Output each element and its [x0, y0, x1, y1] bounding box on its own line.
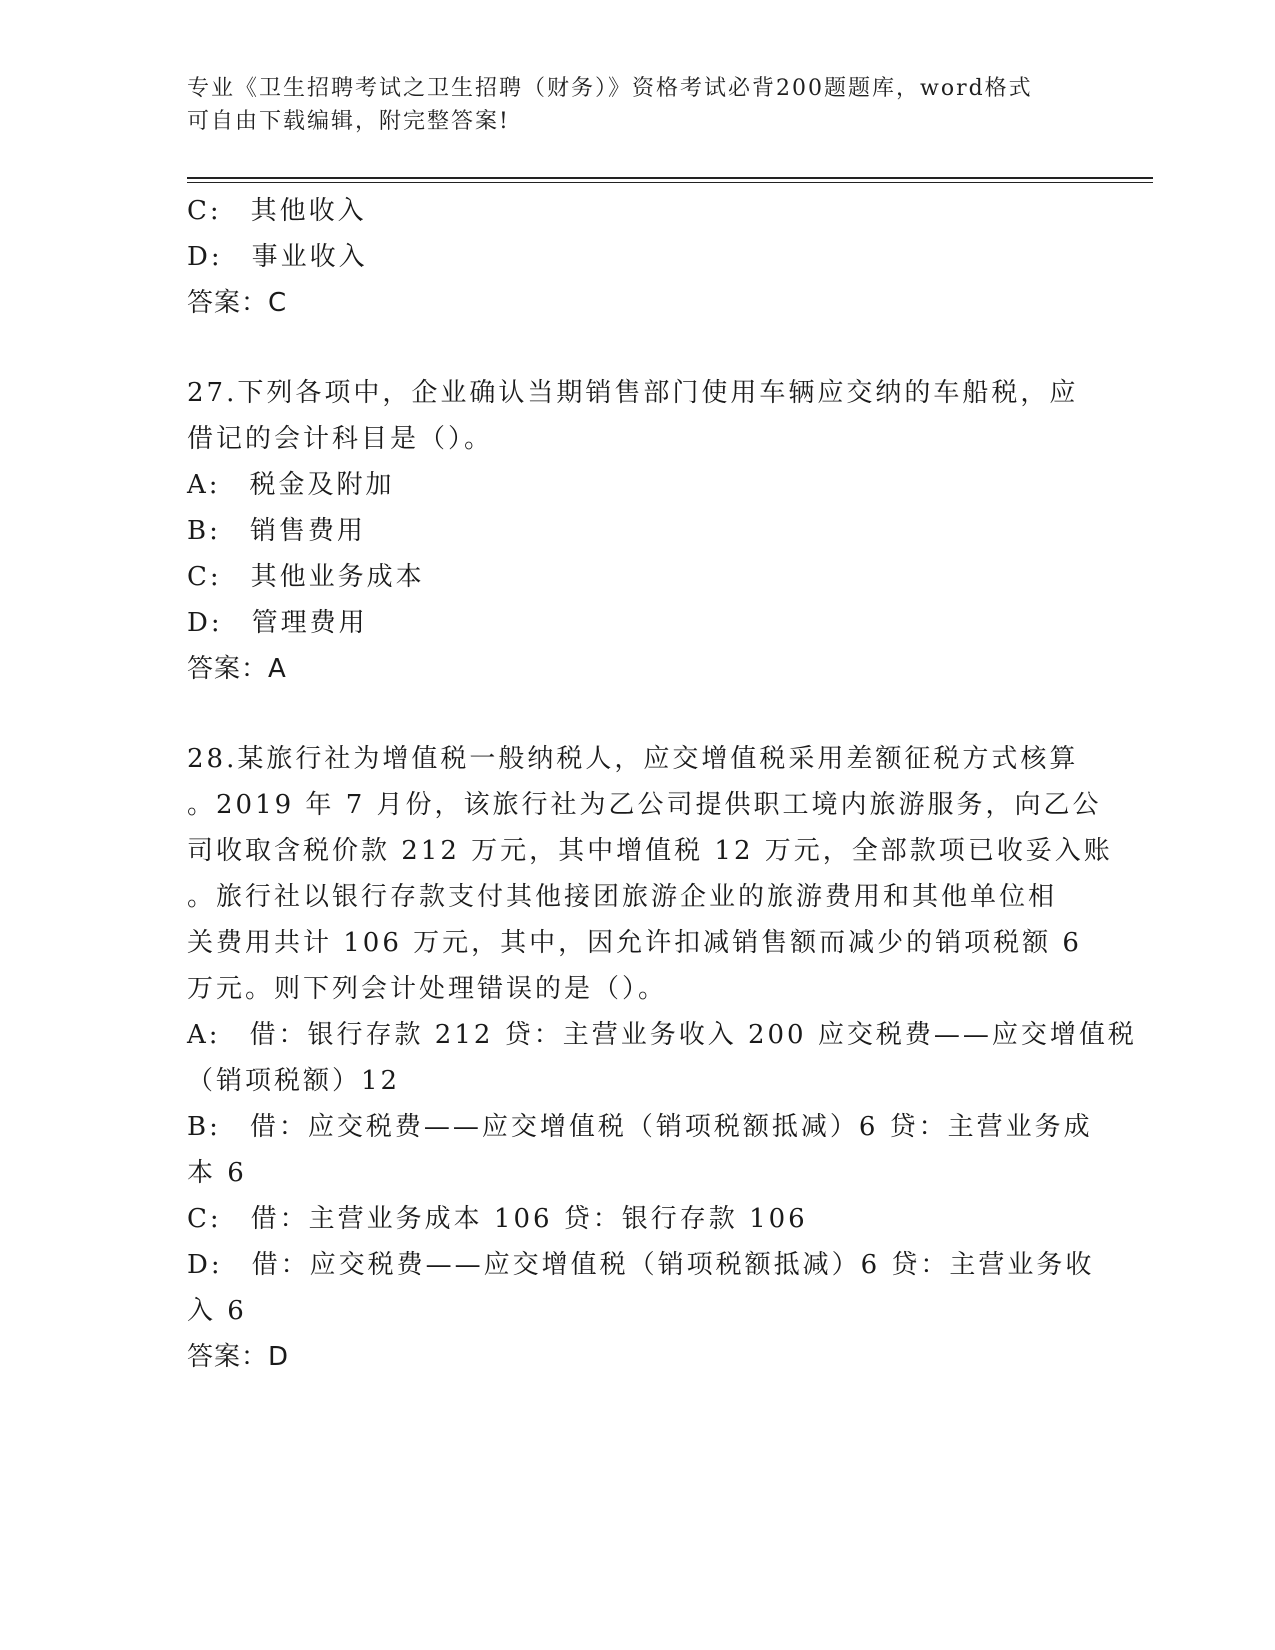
question-text-line: 万元。则下列会计处理错误的是（）。 [187, 974, 668, 1004]
question-text-line: 。旅行社以银行存款支付其他接团旅游企业的旅游费用和其他单位相 [187, 882, 1058, 912]
question-text-line: 司收取含税价款 212 万元，其中增值税 12 万元，全部款项已收妥入账 [187, 836, 1113, 866]
question-26-tail [187, 188, 1077, 326]
question-text-line: 27.下列各项中，企业确认当期销售部门使用车辆应交纳的车船税，应 [187, 378, 1079, 408]
option-c: C: 借：主营业务成本 106 贷：银行存款 106 [187, 1204, 808, 1234]
question-text-line: 。2019 年 7 月份，该旅行社为乙公司提供职工境内旅游服务，向乙公 [187, 790, 1102, 820]
option-a: A: 税金及附加 [187, 470, 395, 500]
option-b-continued: 本 6 [187, 1158, 247, 1188]
question-27 [187, 370, 1077, 692]
option-a-continued: （销项税额）12 [187, 1066, 401, 1096]
option-b: B: 借：应交税费——应交增值税（销项税额抵减）6 贷：主营业务成 [187, 1112, 1093, 1142]
option-c: C: 其他业务成本 [187, 562, 425, 592]
answer-line: 答案：C [187, 288, 288, 318]
header-line-1: 专业《卫生招聘考试之卫生招聘（财务）》资格考试必背200题题库，word格式 [187, 76, 1033, 101]
question-text-line: 28.某旅行社为增值税一般纳税人，应交增值税采用差额征税方式核算 [187, 744, 1079, 774]
spacer [187, 326, 1077, 370]
header-divider-thin [187, 182, 1153, 183]
answer-line: 答案：A [187, 654, 287, 684]
option-d-continued: 入 6 [187, 1296, 247, 1326]
option-a: A: 借：银行存款 212 贷：主营业务收入 200 应交税费——应交增值税 [187, 1020, 1137, 1050]
document-header [187, 72, 1087, 138]
option-b: B: 销售费用 [187, 516, 366, 546]
spacer [187, 692, 1077, 736]
option-c: C: 其他收入 [187, 196, 367, 226]
option-d: D: 管理费用 [187, 608, 368, 638]
question-28 [187, 736, 1137, 1380]
question-text-line: 借记的会计科目是（）。 [187, 424, 494, 454]
header-divider-thick [187, 177, 1153, 179]
question-text-line: 关费用共计 106 万元，其中，因允许扣减销售额而减少的销项税额 6 [187, 928, 1082, 958]
header-line-2: 可自由下载编辑，附完整答案! [187, 109, 510, 134]
option-d: D: 事业收入 [187, 242, 368, 272]
document-body [187, 188, 1137, 1380]
answer-line: 答案：D [187, 1342, 290, 1372]
option-d: D: 借：应交税费——应交增值税（销项税额抵减）6 贷：主营业务收 [187, 1250, 1095, 1280]
